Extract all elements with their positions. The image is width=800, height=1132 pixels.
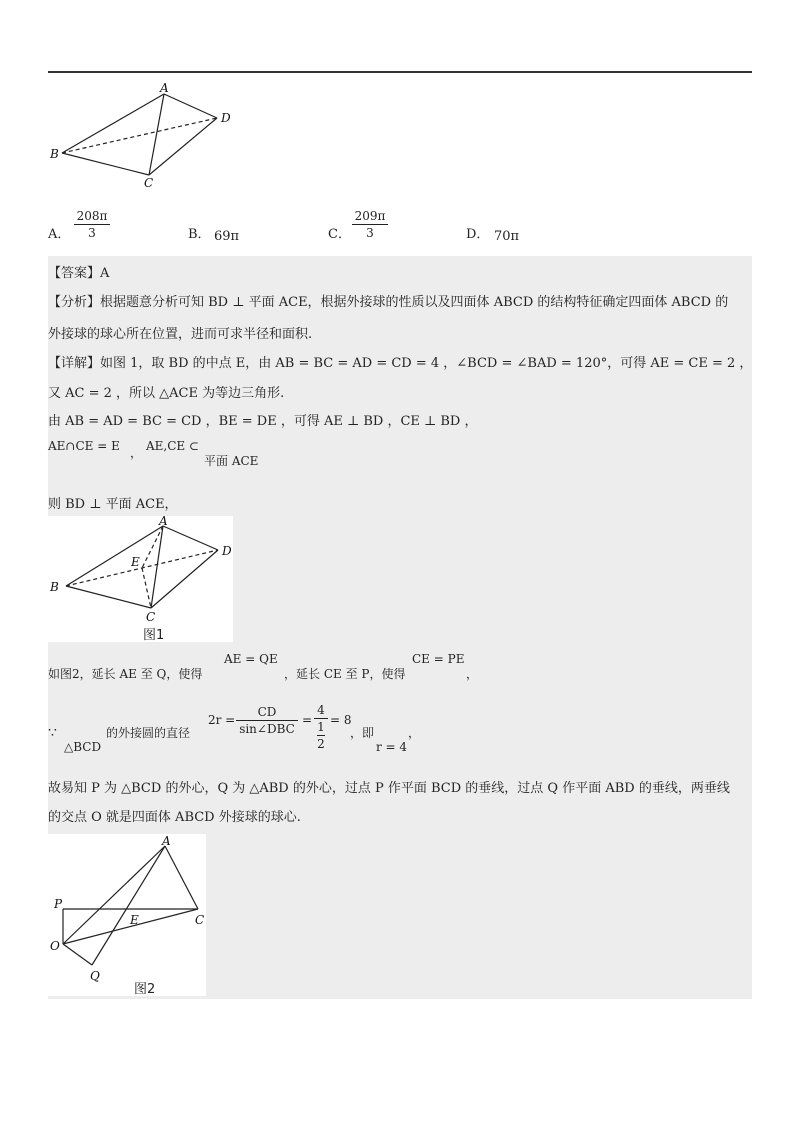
detail-line-3: 由 AB = AD = BC = CD ，BE = DE ，可得 AE ⊥ BD ，CE ⊥ BD ， (48, 414, 478, 429)
option-a-value: 208π 3 (74, 209, 110, 240)
because-symbol: ∵ (48, 725, 57, 741)
figure-1 (48, 516, 233, 642)
answer-section (48, 256, 752, 999)
formula-result: = 8 (330, 713, 352, 727)
fig1-label-d: D (222, 544, 232, 558)
option-c-letter: C． (328, 227, 351, 242)
fig1-edge-bc (66, 586, 151, 608)
option-a-letter: A． (48, 227, 71, 242)
option-b-value: 69π (214, 229, 240, 244)
label-a: A (160, 82, 169, 95)
fig2-line-ac (165, 846, 198, 909)
edge-bc (62, 153, 149, 175)
edge-cd (149, 118, 217, 175)
formula-comma: ， (408, 726, 421, 740)
option-d-letter: D． (466, 227, 490, 242)
formula-equals: = (302, 713, 313, 727)
detail-line-8: 故易知 P 为 △BCD 的外心，Q 为 △ABD 的外心，过点 P 作平面 BCD 的垂线，过点 Q 作平面 ABD 的垂线，两垂线 (48, 781, 730, 796)
fig2-label-o: O (50, 939, 60, 953)
edge-ab (62, 94, 164, 153)
formula-r: r = 4 (376, 740, 408, 754)
analysis-line-1: 【分析】根据题意分析可知 BD ⊥ 平面 ACE，根据外接球的性质以及四面体 ABCD 的结构特征确定四面体 ABCD 的 (48, 295, 729, 310)
formula-ie: ，即 (350, 726, 375, 740)
figure-2-caption: 图2 (134, 982, 156, 997)
fig2-label-p: P (54, 897, 63, 911)
detail-line-5: 则 BD ⊥ 平面 ACE， (48, 497, 178, 512)
formula-2r: 2r = (208, 713, 236, 727)
fig1-label-a: A (159, 516, 168, 528)
detail-line-1: 【详解】如图 1，取 BD 的中点 E，由 AB = BC = AD = CD = 4 ，∠BCD = ∠BAD = 120°，可得 AE = CE = 2 ， (48, 356, 753, 371)
fig1-label-b: B (50, 580, 59, 594)
figure-1-caption: 图1 (143, 628, 165, 643)
triangle-bcd: △BCD (64, 740, 102, 754)
edge-ad (164, 94, 217, 118)
figure-2 (48, 834, 206, 996)
fig2-label-a: A (162, 834, 171, 848)
detail-line-6c: ，延长 CE 至 P，使得 (284, 667, 406, 681)
fig1-label-c: C (146, 610, 156, 624)
fig2-label-c: C (195, 913, 205, 927)
analysis-line-2: 外接球的球心所在位置，进而可求半径和面积. (48, 327, 313, 342)
fig2-label-q: Q (90, 969, 100, 983)
detail-line-6a: 如图2，延长 AE 至 Q，使得 (48, 667, 203, 681)
detail-line-6d: CE = PE (412, 652, 465, 666)
option-b-letter: B． (188, 227, 211, 242)
fig1-label-e: E (131, 555, 140, 569)
top-rule (48, 71, 752, 73)
formula-compound-fraction: 4 1 2 (314, 703, 328, 751)
fig1-edge-ec (142, 568, 151, 608)
fig1-edge-ab (66, 526, 163, 586)
formula-fraction: CD sin∠DBC (236, 705, 298, 736)
option-d-value: 70π (494, 229, 520, 244)
detail-line-2: 又 AC = 2 ，所以 △ACE 为等边三角形. (48, 386, 285, 401)
label-d: D (221, 111, 231, 125)
detail-line-4a: AE∩CE = E (48, 439, 120, 453)
fig2-label-e: E (130, 913, 139, 927)
detail-line-7-text: 的外接圆的直径 (106, 726, 191, 740)
label-b: B (50, 147, 59, 161)
detail-line-9: 的交点 O 就是四面体 ABCD 外接球的球心. (48, 810, 301, 825)
fig1-edge-ac (151, 526, 163, 608)
detail-line-4c: AE,CE ⊂ (146, 439, 200, 453)
tetrahedron-figure (48, 82, 248, 192)
label-c: C (144, 176, 154, 190)
fig1-edge-ad (163, 526, 218, 550)
edge-bd-hidden (62, 118, 217, 153)
answer-options (48, 205, 752, 245)
answer-line: 【答案】A (48, 266, 110, 281)
fig1-edge-cd (151, 550, 218, 608)
detail-line-4b: ， (130, 446, 143, 460)
option-c-value: 209π 3 (352, 209, 388, 240)
detail-line-4d: 平面 ACE (204, 454, 259, 468)
detail-line-6b: AE = QE (224, 652, 278, 666)
edge-ac (149, 94, 164, 175)
fig2-line-oq (63, 944, 92, 965)
detail-line-6e: ， (466, 667, 479, 681)
